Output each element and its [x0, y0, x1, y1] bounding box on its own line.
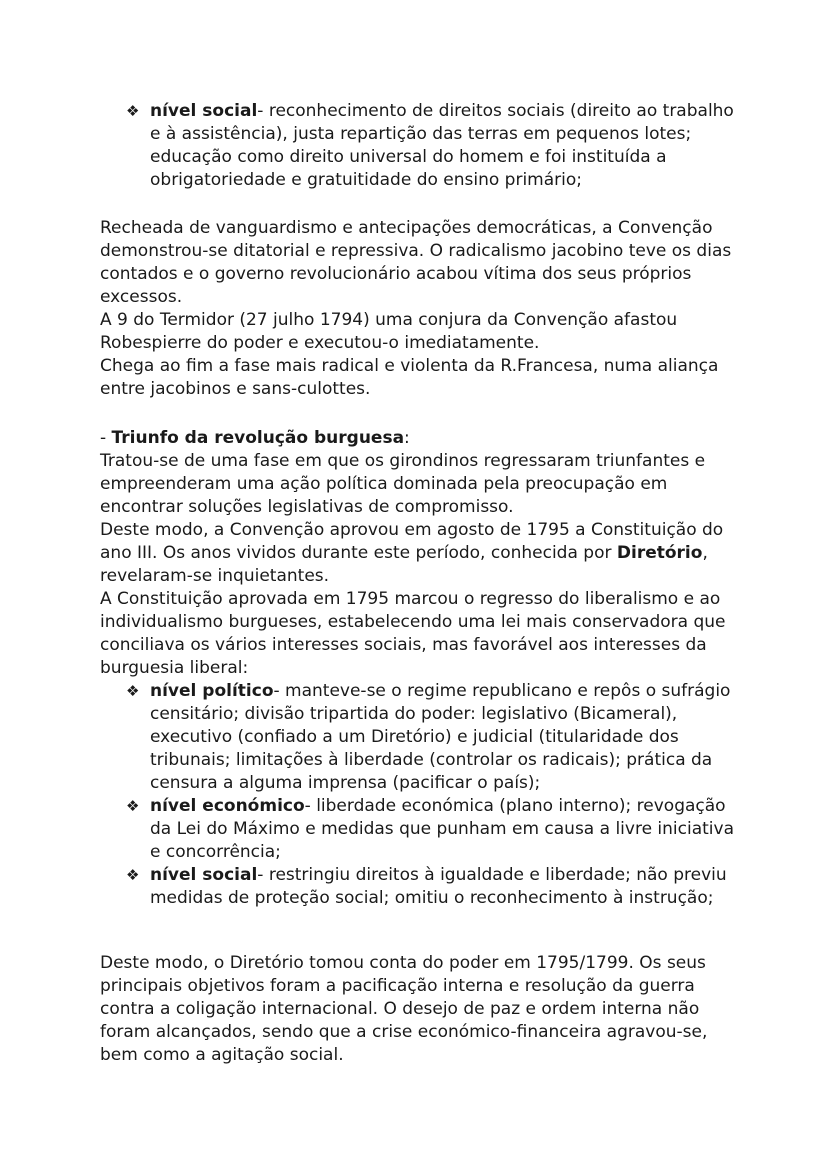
top-bullet-list: [100, 100, 740, 192]
paragraph-closing: [100, 952, 740, 1067]
bullet-text: - manteve-se o regime republicano e repôs o sufrágio censitário; divisão tripartida do poder: legislativo (Bicameral), executivo (confiado a um Diretório) e judicial (titularidade dos tribunais; limitações à liberdade (controlar os radicais); prática da censura a alguma imprensa (pacificar o país);: [150, 681, 731, 793]
bullet-item-politico: [100, 680, 740, 795]
bullet-lead: nível político: [150, 681, 274, 701]
paragraph-line: Chega ao fim a fase mais radical e violenta da R.Francesa, numa aliança entre jacobinos e sans-culottes.: [100, 356, 719, 399]
paragraph: Deste modo, a Convenção aprovou em agosto de 1795 a Constituição do ano III. Os anos vividos durante este período, conhecida por Diretório, revelaram-se inquietantes.: [100, 520, 724, 586]
paragraph-convencao: [100, 217, 740, 401]
paragraph-line: A 9 do Termidor (27 julho 1794) uma conjura da Convenção afastou Robespierre do poder e executou-o imediatamente.: [100, 310, 678, 353]
bullet-text: - reconhecimento de direitos sociais (direito ao trabalho e à assistência), justa repartição das terras em pequenos lotes; educação como direito universal do homem e foi instituída a obrigatoriedade e gratuitidade do ensino primário;: [150, 101, 734, 190]
bullet-lead: nível social: [150, 101, 258, 121]
bullet-text: - restringiu direitos à igualdade e liberdade; não previu medidas de proteção social; omitiu o reconhecimento à instrução;: [150, 865, 727, 908]
diamond-bullet-icon: ❖: [126, 797, 140, 815]
bullet-lead: nível social: [150, 865, 258, 885]
diamond-bullet-icon: ❖: [126, 102, 140, 120]
bullet-item-social: [100, 864, 740, 910]
section-heading: - Triunfo da revolução burguesa:: [100, 428, 410, 448]
bold-term: Diretório: [616, 543, 703, 563]
bullet-item-economico: [100, 795, 740, 864]
diamond-bullet-icon: ❖: [126, 682, 140, 700]
paragraph: Deste modo, o Diretório tomou conta do poder em 1795/1799. Os seus principais objetivos foram a pacificação interna e resolução da guerra contra a coligação internacional. O desejo de paz e ordem interna não foram alcançados, sendo que a crise económico-financeira agravou-se, bem como a agitação social.: [100, 953, 708, 1065]
section-title: Triunfo da revolução burguesa: [111, 428, 405, 448]
paragraph-line: Recheada de vanguardismo e antecipações democráticas, a Convenção demonstrou-se ditatorial e repressiva. O radicalismo jacobino teve os dias contados e o governo revolucionário acabou vítima dos seus próprios excessos.: [100, 218, 732, 307]
bullet-text: - liberdade económica (plano interno); revogação da Lei do Máximo e medidas que punham em causa a livre iniciativa e concorrência;: [150, 796, 735, 862]
bullet-item-social: [100, 100, 740, 192]
diamond-bullet-icon: ❖: [126, 866, 140, 884]
paragraph: Tratou-se de uma fase em que os girondinos regressaram triunfantes e empreenderam uma ação política dominada pela preocupação em encontrar soluções legislativas de compromisso.: [100, 451, 706, 517]
section-triunfo: [100, 427, 740, 910]
paragraph: A Constituição aprovada em 1795 marcou o regresso do liberalismo e ao individualismo burgueses, estabelecendo uma lei mais conservadora que conciliava os vários interesses sociais, mas favorável aos interesses da burguesia liberal:: [100, 589, 726, 678]
bullet-lead: nível económico: [150, 796, 305, 816]
